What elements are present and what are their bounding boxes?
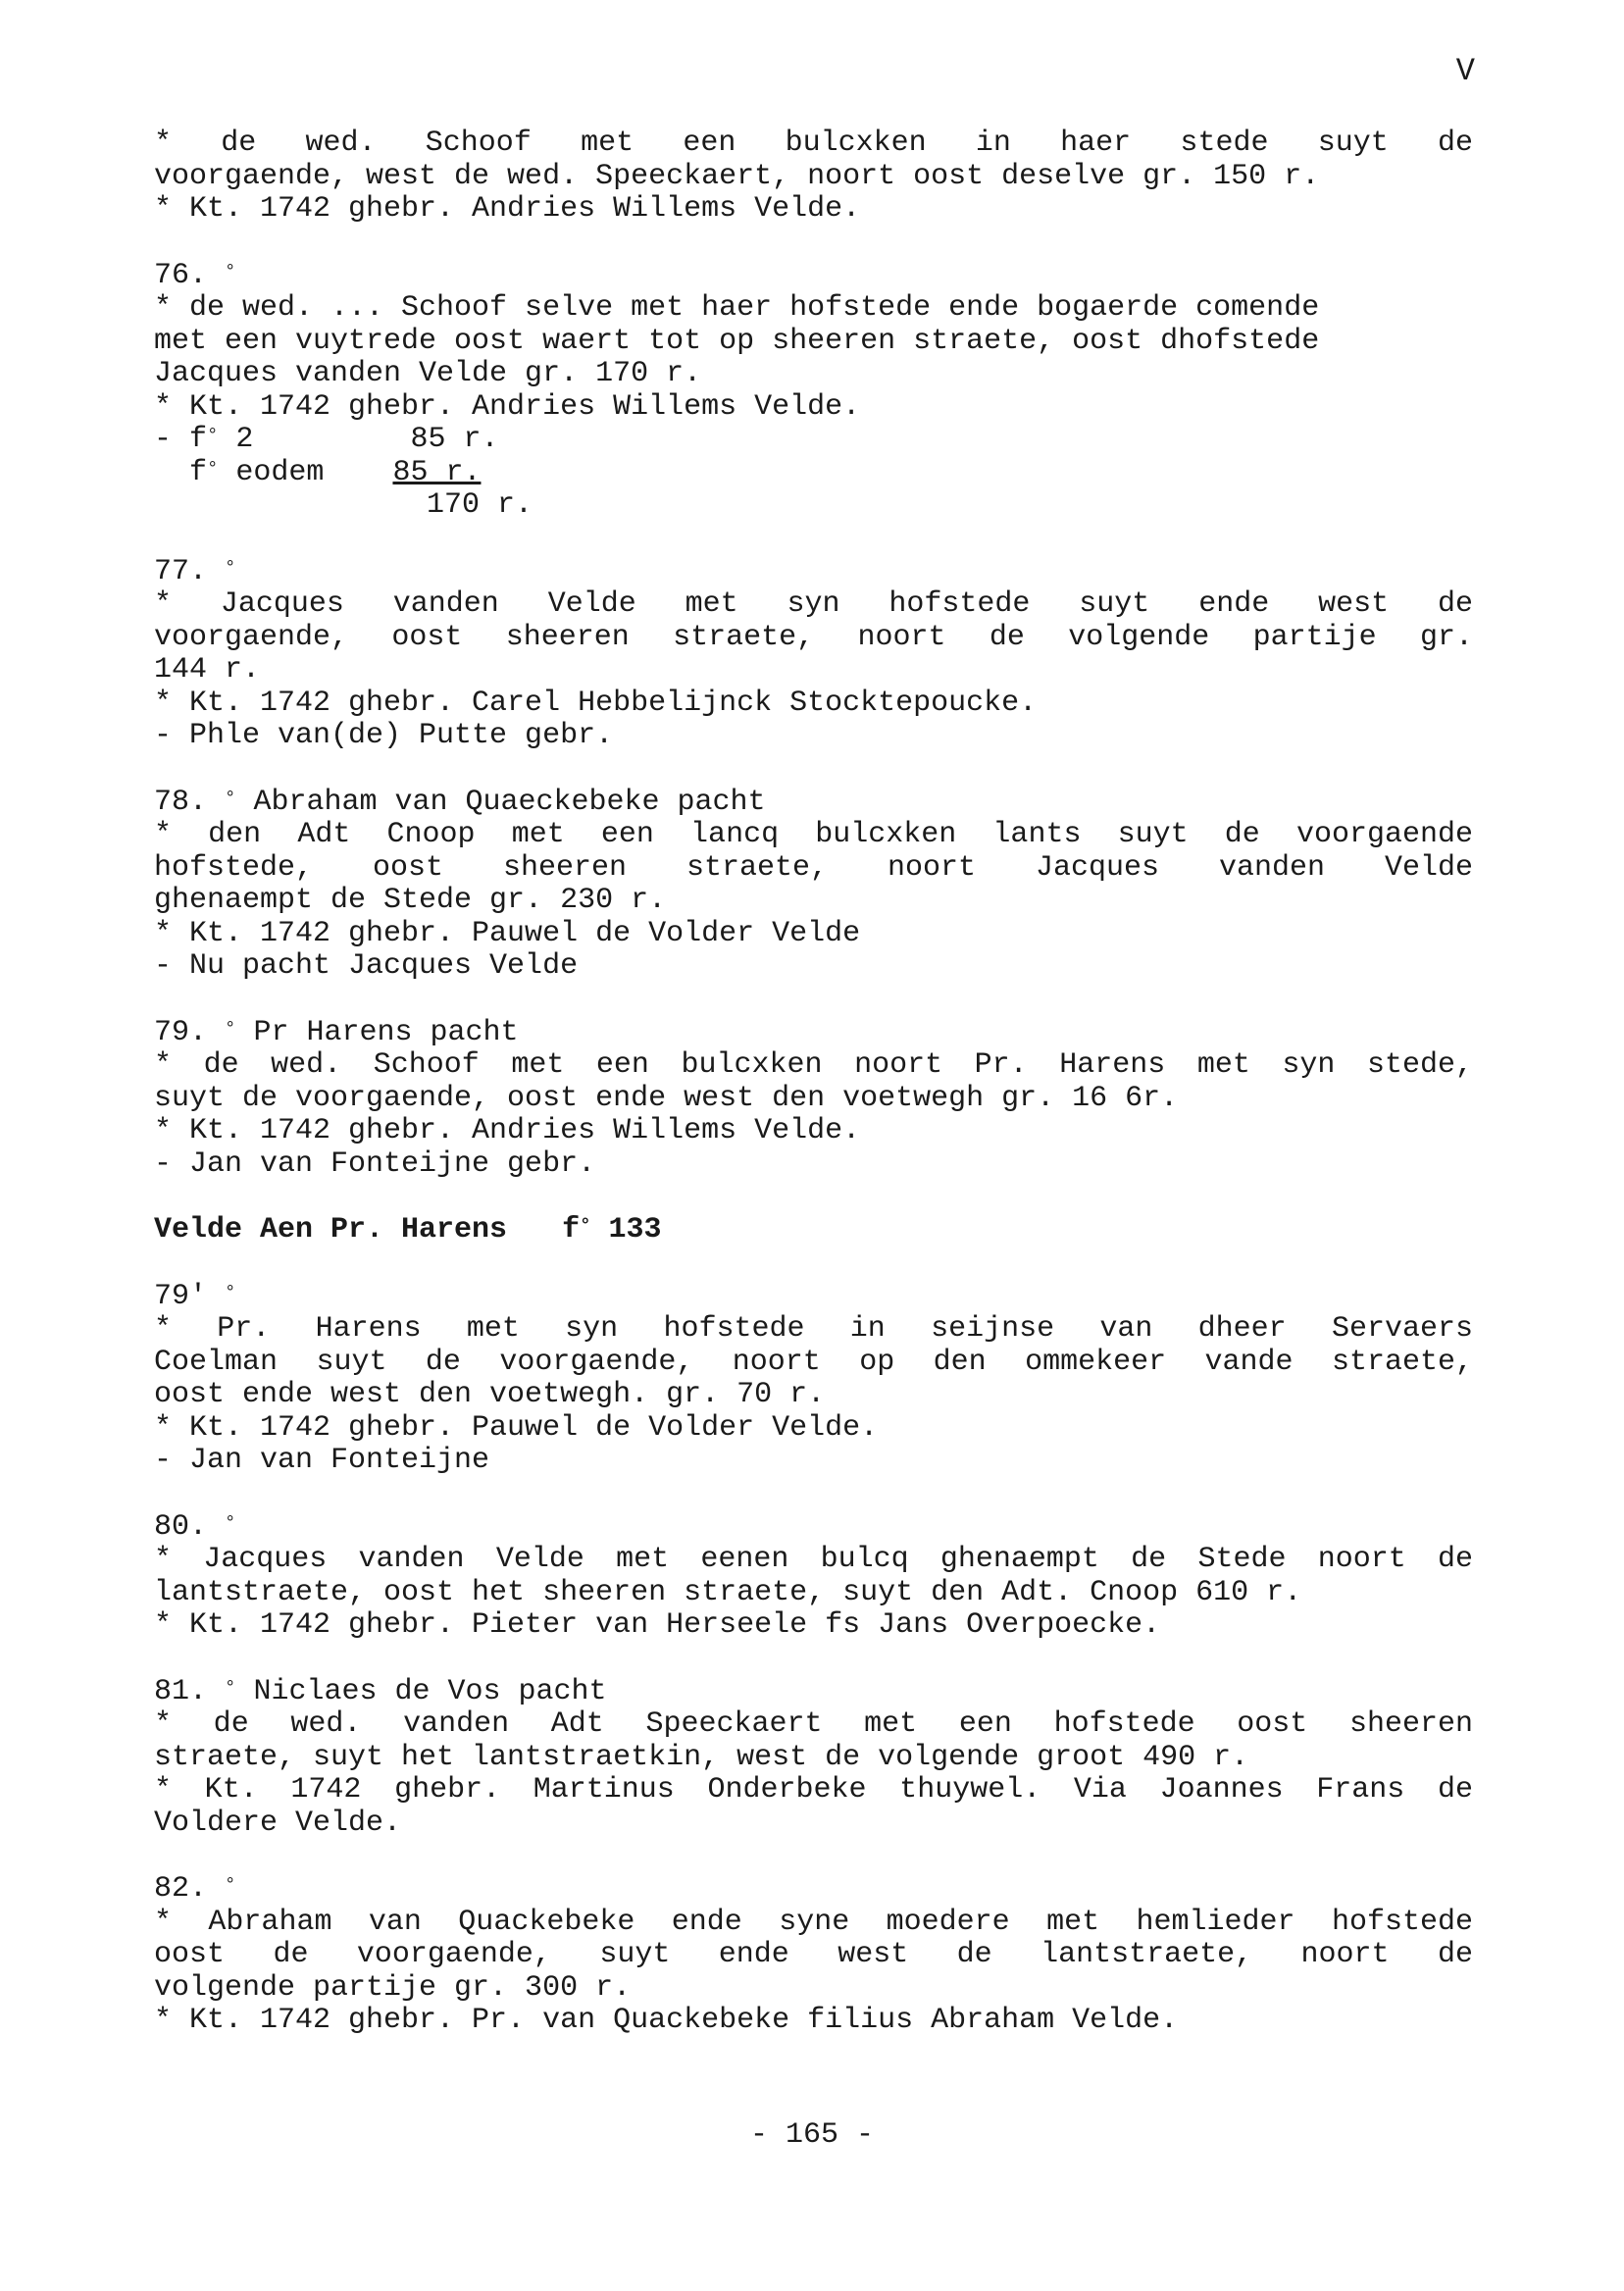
entry-81 — [154, 1676, 1473, 1841]
entry-line: * Jacques vanden Velde met eenen bulcq ghenaempt de Stede noort de — [154, 1543, 1473, 1576]
entry-line: * den Adt Cnoop met een lancq bulcxken lants suyt de voorgaende — [154, 818, 1473, 851]
entry-note: Pr Harens pacht — [253, 1015, 519, 1049]
entry-number: 81. — [154, 1674, 208, 1708]
section-marker: V — [1455, 53, 1475, 89]
entry-line: * Kt. 1742 ghebr. Pieter van Herseele fs Jans Overpoecke. — [154, 1608, 1161, 1642]
calc-total: 170 r. — [427, 488, 533, 522]
entry-line: * de wed. Schoof met een bulcxken in haer stede suyt de — [154, 127, 1473, 160]
entry-line: 144 r. — [154, 653, 261, 687]
entry-line: * de wed. Schoof met een bulcxken noort Pr. Harens met syn stede, — [154, 1048, 1473, 1082]
entry-79 — [154, 1017, 1473, 1182]
entry-line: oost ende west den voetwegh. gr. 70 r. — [154, 1378, 826, 1411]
entry-line: Jacques vanden Velde gr. 170 r. — [154, 357, 702, 390]
entry-line: * Kt. 1742 ghebr. Pr. van Quackebeke filius Abraham Velde. — [154, 2004, 1179, 2037]
entry-line: - Phle van(de) Putte gebr. — [154, 719, 614, 752]
degree-mark: ° — [225, 1281, 236, 1303]
entry-line: * Kt. 1742 ghebr. Pauwel de Volder Velde. — [154, 1410, 879, 1445]
entry-line: * de wed. vanden Adt Speeckaert met een hofstede oost sheeren — [154, 1707, 1473, 1741]
entry-number: 82. — [154, 1872, 208, 1906]
entry-line: * Kt. 1742 ghebr. Andries Willems Velde. — [154, 192, 861, 226]
entry-line: ghenaempt de Stede gr. 230 r. — [154, 884, 667, 917]
calc-row-1: - f° 2 85 r. — [154, 423, 499, 456]
entry-line: * Pr. Harens met syn hofstede in seijnse van dheer Servaers — [154, 1312, 1473, 1346]
degree-mark: ° — [225, 260, 236, 282]
entry-line: oost de voorgaende, suyt ende west de lantstraete, noort de — [154, 1938, 1473, 1971]
entry-line: suyt de voorgaende, oost ende west den voetwegh gr. 16 6r. — [154, 1081, 1179, 1115]
degree-mark: ° — [225, 1874, 236, 1896]
entry-line: voorgaende, west de wed. Speeckaert, noort oost deselve gr. 150 r. — [154, 159, 1320, 193]
entry-line: * Kt. 1742 ghebr. Pauwel de Volder Velde — [154, 916, 861, 950]
entry-82 — [154, 1873, 1473, 2038]
entry-line: lantstraete, oost het sheeren straete, suyt den Adt. Cnoop 610 r. — [154, 1575, 1302, 1609]
entry-number: 79' — [154, 1279, 208, 1313]
entry-line: met een vuytrede oost waert tot op sheeren straete, oost dhofstede — [154, 324, 1320, 358]
entry-line: * de wed. ... Schoof selve met haer hofstede ende bogaerde comende — [154, 291, 1320, 325]
degree-mark: ° — [225, 1676, 236, 1699]
entry-note: Niclaes de Vos pacht — [253, 1674, 607, 1708]
entry-line: voorgaende, oost sheeren straete, noort de volgende partije gr. — [154, 620, 1473, 654]
calc-row-2: f° eodem 85 r. — [154, 455, 482, 489]
entry-line: * Abraham van Quackebeke ende syne moedere met hemlieder hofstede — [154, 1905, 1473, 1939]
entry-number-line — [154, 787, 1473, 820]
entry-line: * Kt. 1742 ghebr. Carel Hebbelijnck Stocktepoucke. — [154, 686, 1038, 720]
document-body — [154, 127, 1473, 2071]
entry-78 — [154, 787, 1473, 984]
entry-note: Abraham van Quaeckebeke pacht — [253, 785, 766, 819]
entry-number-line — [154, 1281, 1473, 1314]
entry-line: hofstede, oost sheeren straete, noort Jacques vanden Velde — [154, 850, 1473, 885]
entry-line: Coelman suyt de voorgaende, noort op den ommekeer vande straete, — [154, 1345, 1473, 1379]
entry-79b — [154, 1281, 1473, 1478]
degree-mark: ° — [225, 787, 236, 809]
entry-line: straete, suyt het lantstraetkin, west de volgende groot 490 r. — [154, 1740, 1249, 1774]
page-number: - 165 - — [749, 2118, 875, 2152]
entry-76 — [154, 260, 1473, 523]
entry-line: * Kt. 1742 ghebr. Martinus Onderbeke thuywel. Via Joannes Frans de — [154, 1773, 1473, 1807]
entry-number-line — [154, 260, 1473, 293]
entry-line: * Jacques vanden Velde met syn hofstede suyt ende west de — [154, 587, 1473, 621]
entry-line: Voldere Velde. — [154, 1806, 402, 1840]
entry-80 — [154, 1511, 1473, 1643]
degree-mark: ° — [225, 556, 236, 579]
entry-line: - Nu pacht Jacques Velde — [154, 949, 579, 983]
section-heading: Velde Aen Pr. Harens f° 133 — [154, 1213, 662, 1247]
entry-number-line — [154, 1873, 1473, 1907]
entry-line: * Kt. 1742 ghebr. Andries Willems Velde. — [154, 1114, 861, 1147]
entry-line: volgende partije gr. 300 r. — [154, 1970, 632, 2005]
entry-number: 78. — [154, 785, 208, 819]
entry-77 — [154, 556, 1473, 753]
entry-number-line — [154, 1676, 1473, 1709]
degree-mark: ° — [225, 1017, 236, 1040]
entry-line: * Kt. 1742 ghebr. Andries Willems Velde. — [154, 389, 861, 424]
entry-number: 76. — [154, 258, 208, 292]
entry-number: 80. — [154, 1509, 208, 1544]
entry-intro — [154, 127, 1473, 227]
degree-mark: ° — [225, 1511, 236, 1534]
entry-number: 79. — [154, 1015, 208, 1049]
entry-number-line — [154, 1511, 1473, 1545]
entry-number-line — [154, 1017, 1473, 1050]
entry-line: - Jan van Fonteijne — [154, 1444, 490, 1477]
entry-number: 77. — [154, 554, 208, 588]
entry-line: - Jan van Fonteijne gebr. — [154, 1146, 596, 1181]
entry-number-line — [154, 556, 1473, 589]
